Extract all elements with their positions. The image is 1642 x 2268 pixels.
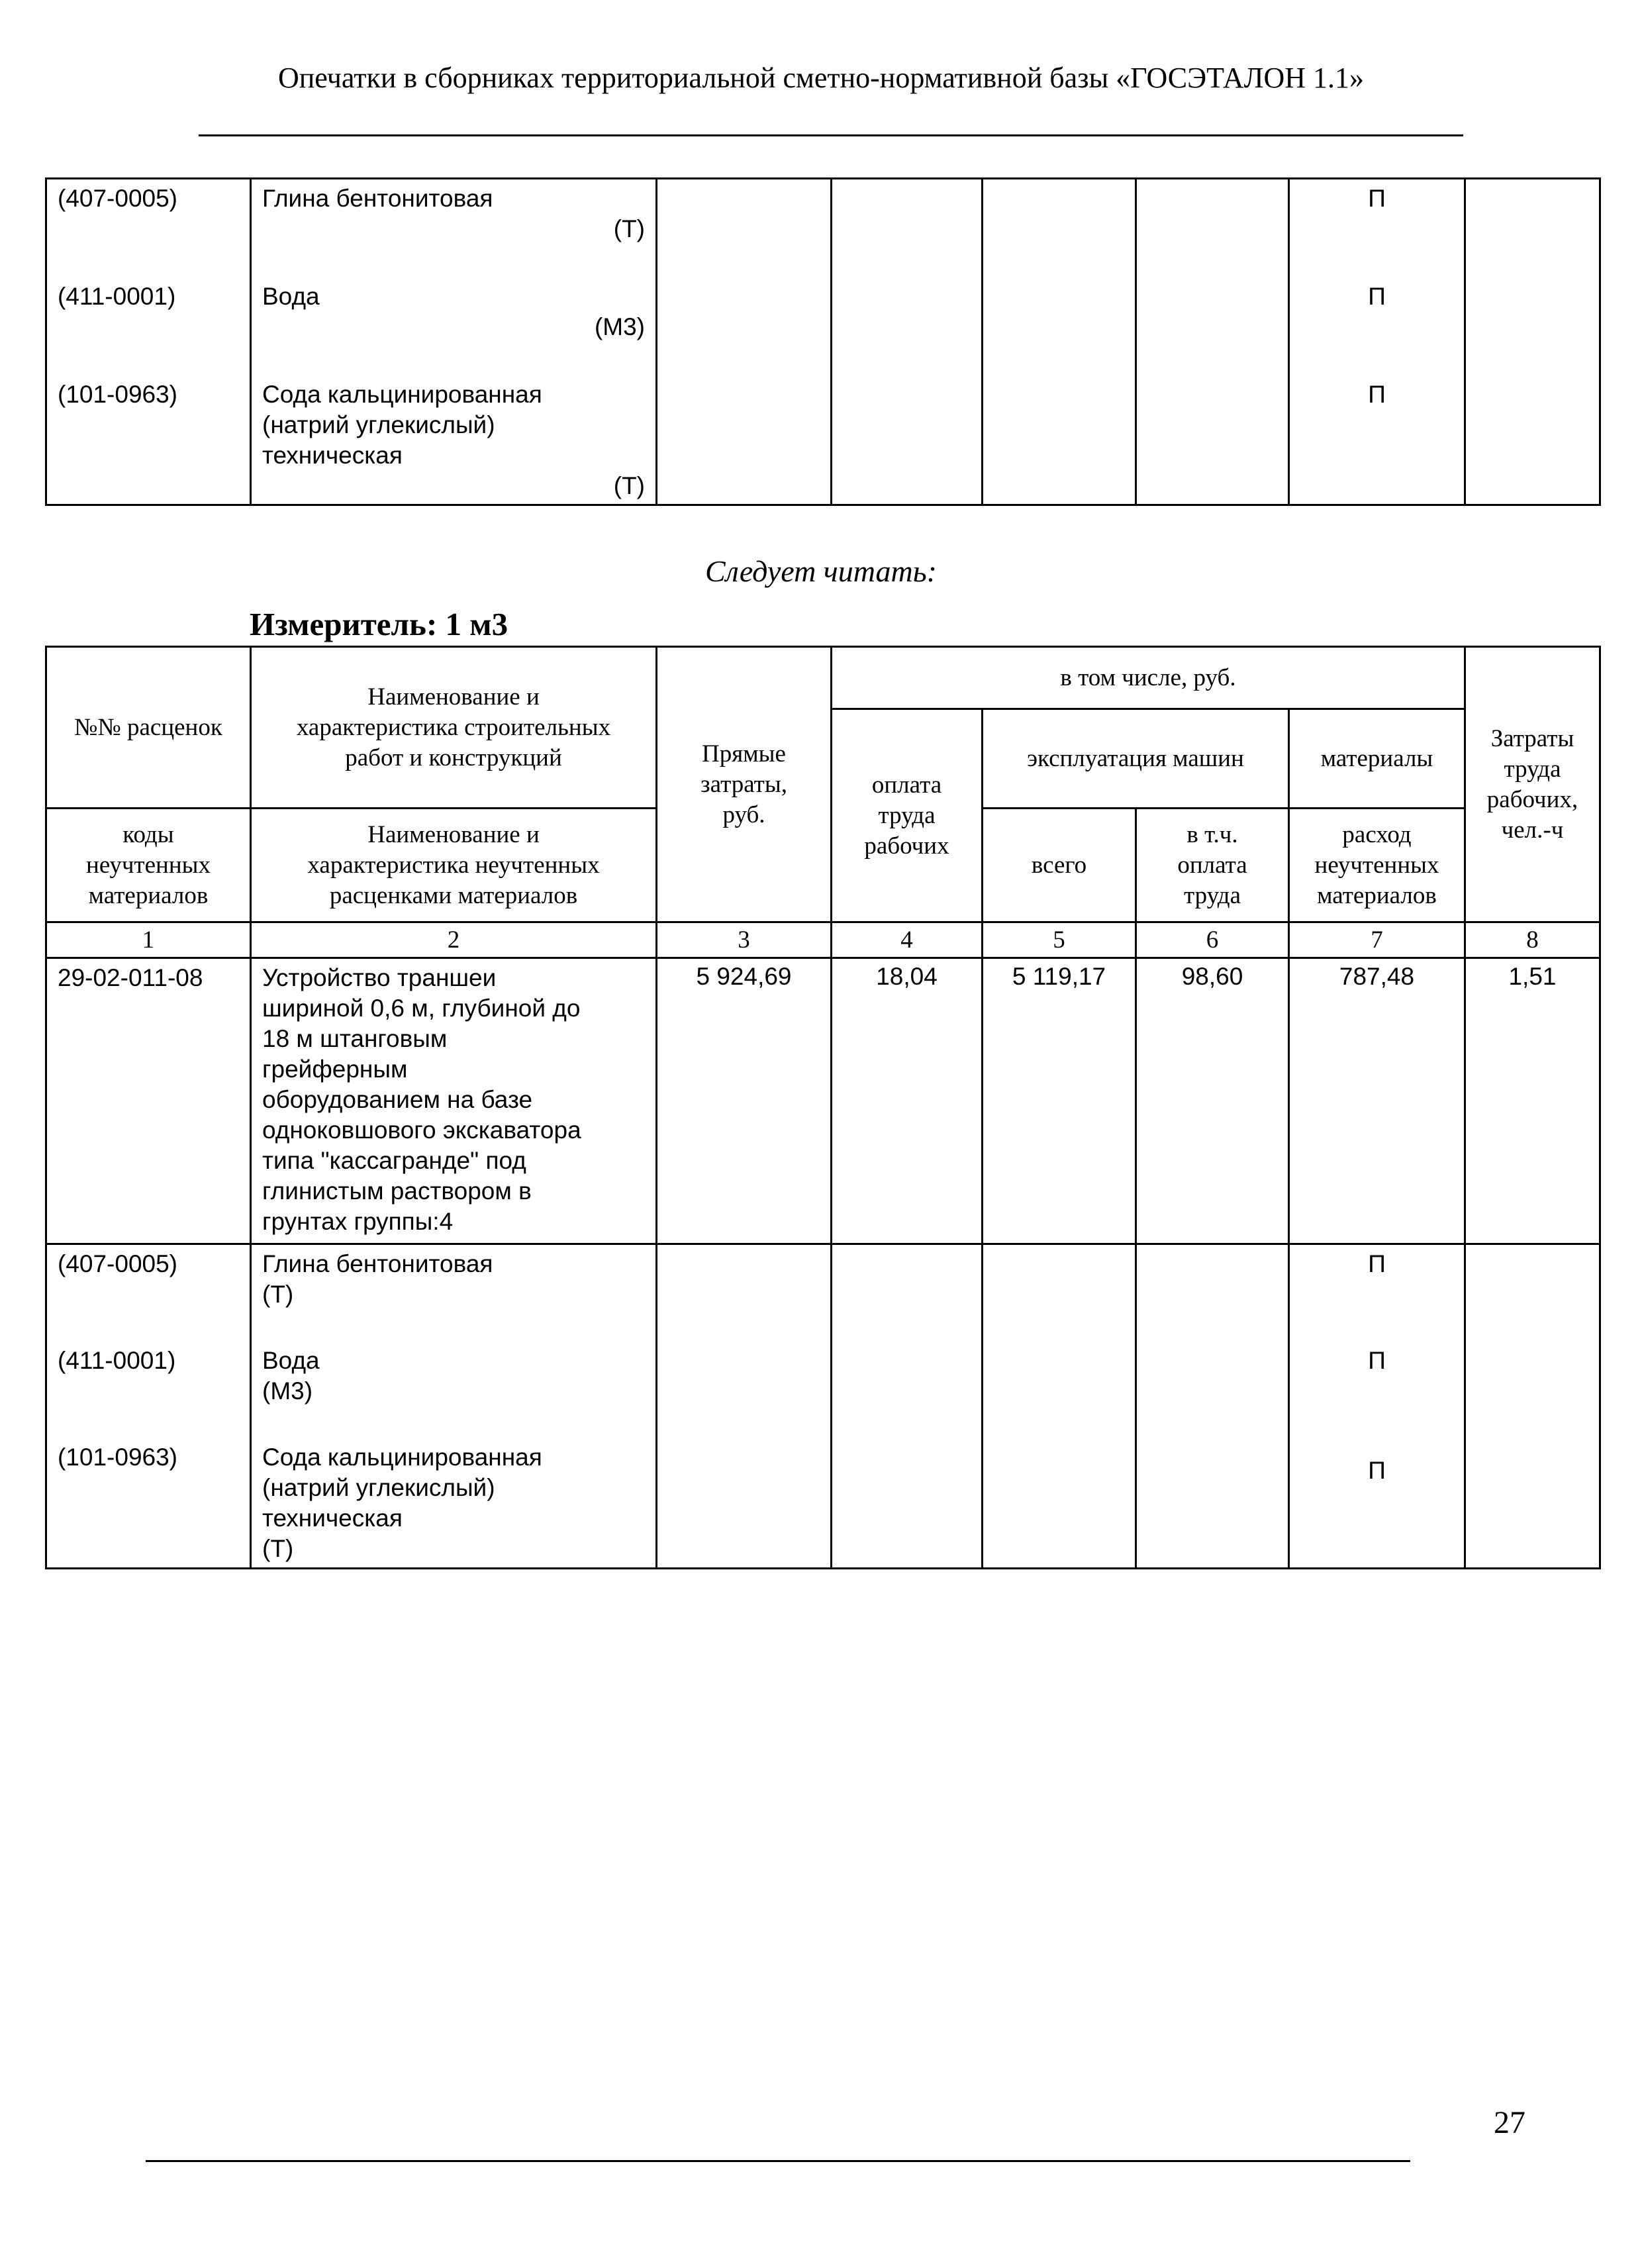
column-number: 7 — [1289, 922, 1465, 958]
rate-code: 29-02-011-08 — [58, 964, 203, 991]
column-number: 5 — [983, 922, 1136, 958]
material-unit: (Т) — [613, 472, 645, 499]
materials-mark: П — [1368, 1457, 1386, 1484]
material-code: (101-0963) — [58, 1444, 178, 1471]
materials-mark: П — [1368, 381, 1386, 408]
empty-cell — [1465, 179, 1600, 505]
materials-mark: П — [1368, 283, 1386, 310]
erratum-table — [45, 177, 1601, 506]
direct-costs-value: 5 924,69 — [696, 963, 792, 990]
materials-mark: П — [1368, 1250, 1386, 1277]
material-name: (натрий углекислый) — [262, 411, 495, 438]
column-number: 6 — [1136, 922, 1289, 958]
column-number: 1 — [46, 922, 251, 958]
table-row — [46, 958, 1600, 1244]
machines-total-value: 5 119,17 — [1012, 963, 1106, 990]
materials-codes-cell — [46, 1244, 251, 1569]
footer-rule — [146, 2160, 1410, 2162]
material-name: Вода — [262, 283, 320, 310]
header-rate-no: №№ расценок — [46, 647, 251, 809]
material-code: (411-0001) — [58, 283, 176, 310]
unit-of-measure: Измеритель: 1 м3 — [250, 606, 508, 642]
materials-names-cell: Глина бентонитовая (Т) Вода (М3) Сода кальцинированная (натрий углекислый) техническая (Т) — [251, 1244, 657, 1569]
materials-mark: П — [1368, 185, 1386, 212]
header-rule — [199, 134, 1463, 136]
empty-cell — [657, 179, 832, 505]
header-machines-total: всего — [983, 809, 1136, 922]
material-unit: (М3) — [594, 313, 645, 340]
should-read-heading: Следует читать: — [705, 554, 937, 588]
header-direct-costs: Прямые затраты, руб. — [657, 647, 832, 922]
material-name: Глина бентонитовая — [262, 185, 493, 212]
materials-mark: П — [1368, 1347, 1386, 1374]
machines-pay-value: 98,60 — [1181, 963, 1243, 990]
empty-cell — [657, 1244, 832, 1569]
header-labor-cost: Затраты труда рабочих, чел.-ч — [1465, 647, 1600, 922]
column-number: 4 — [832, 922, 983, 958]
erratum-names-cell — [251, 179, 657, 505]
column-number: 3 — [657, 922, 832, 958]
header-codes: коды неучтенных материалов — [46, 809, 251, 922]
material-code: (101-0963) — [58, 381, 178, 408]
header-machines: эксплуатация машин — [983, 709, 1289, 809]
material-name: техническая — [262, 442, 403, 469]
header-material-name: Наименование и характеристика неучтенных расценками материалов — [251, 809, 657, 922]
header-materials-usage: расход неучтенных материалов — [1289, 809, 1465, 922]
empty-cell — [1465, 1244, 1600, 1569]
labor-cost-value: 1,51 — [1508, 963, 1557, 990]
page-number: 27 — [1494, 2105, 1525, 2140]
empty-cell — [983, 1244, 1136, 1569]
material-code: (407-0005) — [58, 185, 178, 212]
rate-code-cell — [46, 958, 251, 1244]
corrected-table — [45, 646, 1601, 1569]
material-code: (411-0001) — [58, 1347, 176, 1374]
material-name: Сода кальцинированная — [262, 381, 542, 408]
column-number: 2 — [251, 922, 657, 958]
rate-name-cell: Устройство траншеи шириной 0,6 м, глубиной до 18 м штанговым грейферным оборудованием на базе одноковшового экскаватора типа "кассагранде" под глинистым раствором в грунтах группы:4 — [251, 958, 657, 1244]
empty-cell — [1136, 1244, 1289, 1569]
material-code: (407-0005) — [58, 1250, 178, 1277]
material-unit: (Т) — [613, 215, 645, 242]
table-row — [46, 1244, 1600, 1569]
header-labor-pay: оплата труда рабочих — [832, 709, 983, 922]
page-header-title: Опечатки в сборниках территориальной сметно-нормативной базы «ГОСЭТАЛОН 1.1» — [277, 62, 1365, 94]
empty-cell — [832, 179, 983, 505]
empty-cell — [1136, 179, 1289, 505]
erratum-materials-cell — [1289, 179, 1465, 505]
labor-pay-value: 18,04 — [876, 963, 938, 990]
empty-cell — [832, 1244, 983, 1569]
materials-value: 787,48 — [1339, 963, 1415, 990]
header-work-name: Наименование и характеристика строительных работ и конструкций — [251, 647, 657, 809]
column-number: 8 — [1465, 922, 1600, 958]
empty-cell — [983, 179, 1136, 505]
header-materials: материалы — [1289, 709, 1465, 809]
erratum-codes-cell — [46, 179, 251, 505]
header-including: в том числе, руб. — [832, 647, 1465, 709]
materials-marks-cell — [1289, 1244, 1465, 1569]
header-machines-pay: в т.ч. оплата труда — [1136, 809, 1289, 922]
